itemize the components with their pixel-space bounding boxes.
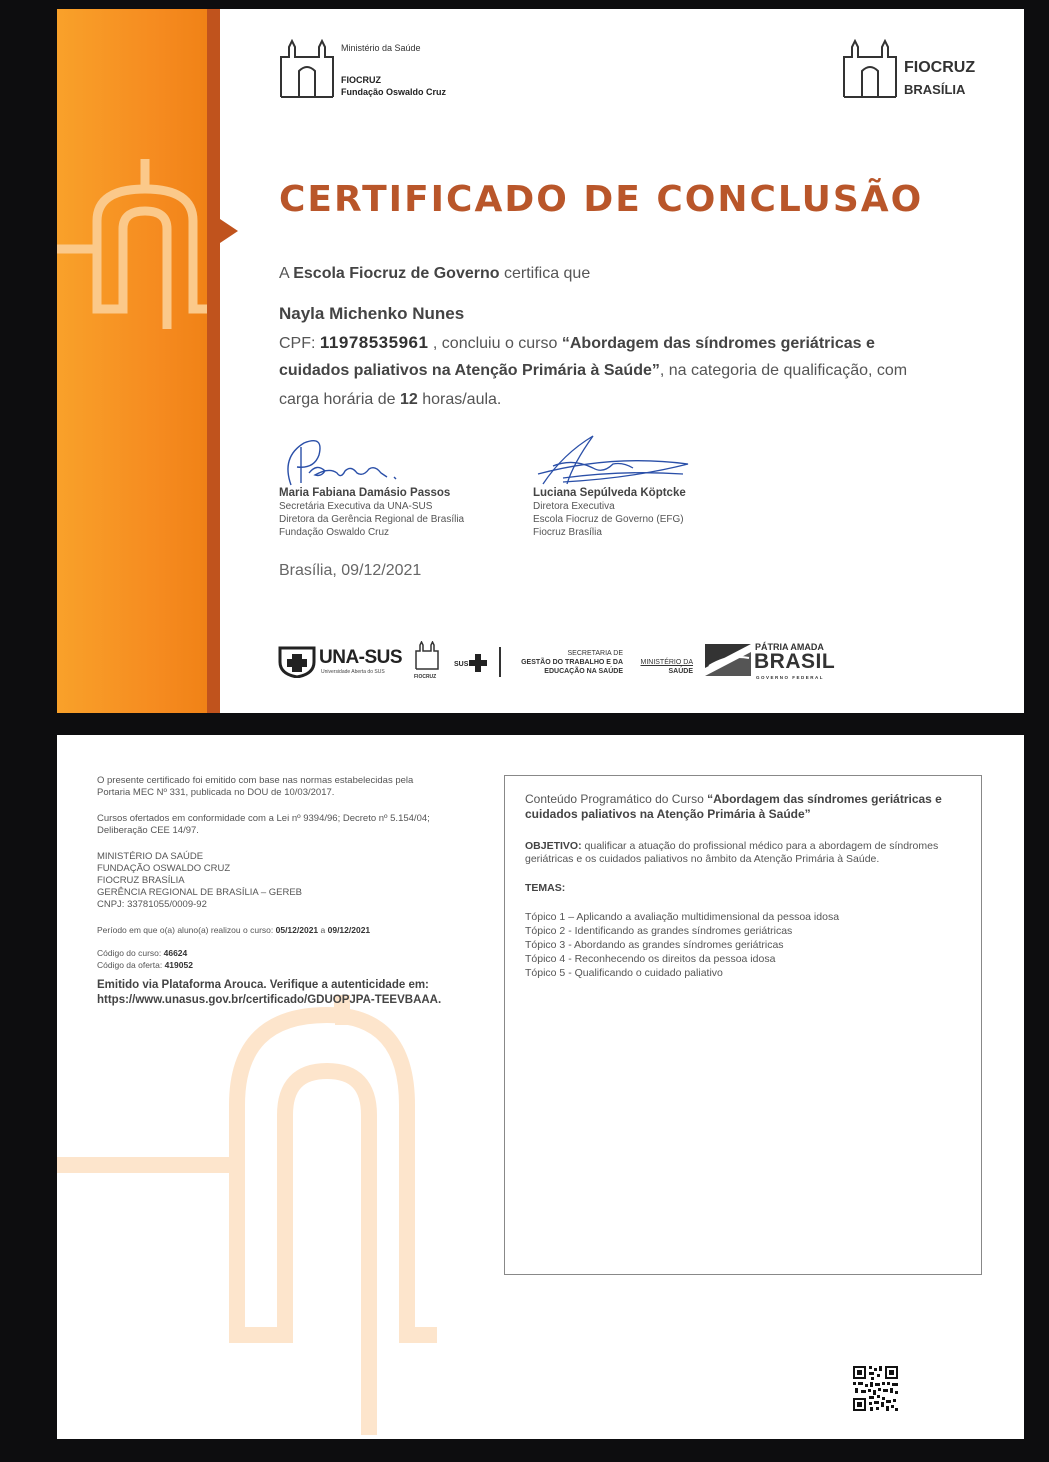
verification-link[interactable]: https://www.unasus.gov.br/certificado/GDUOPJPA-TEEVBAAA. [97, 994, 442, 1006]
hours-value: 12 [399, 391, 418, 408]
building-outline-icon [57, 149, 207, 349]
signer-role-1: Diretora Executiva [533, 501, 615, 512]
brasilia-label: BRASÍLIA [904, 82, 966, 97]
fiocruz-ministerio-logo [279, 39, 447, 104]
signature-block-koptcke [533, 487, 686, 539]
signer-role-2: Diretora da Gerência Regional de Brasília [279, 514, 465, 525]
program-heading [525, 792, 942, 822]
period-start: 05/12/2021 [275, 925, 319, 935]
inst-line4: GERÊNCIA REGIONAL DE BRASÍLIA – GEREB [97, 887, 303, 898]
fiocruz-castle-icon [842, 39, 898, 99]
inst-line1: MINISTÉRIO DA SAÚDE [97, 851, 204, 862]
concluded-text: , concluiu o curso [428, 335, 562, 352]
offer-code-line [97, 959, 193, 971]
cpf-label: CPF: [279, 335, 320, 352]
category-text: , na categoria de qualificação, com [659, 362, 908, 379]
period-line [97, 924, 370, 936]
course-name-part1: “Abordagem das síndromes geriátricas e [561, 335, 875, 352]
objective-line1: qualificar a atuação do profissional médico para a abordagem de síndromes [581, 840, 939, 852]
certificate-title: CERTIFICADO DE CONCLUSÃO [279, 179, 924, 220]
topic-item: Tópico 3 - Abordando as grandes síndromes geriátricas [525, 939, 784, 951]
fiocruz-label: FIOCRUZ [341, 75, 381, 85]
arouca-verification [97, 978, 441, 1008]
objective-line2: geriátricas e os cuidados paliativos no âmbito da Atenção Primária à Saúde. [525, 853, 880, 865]
signer-name: Maria Fabiana Damásio Passos [279, 487, 451, 499]
topic-item: Tópico 4 - Reconhecendo os direitos da pessoa idosa [525, 953, 776, 965]
fiocruz-brasilia-logo [842, 39, 976, 104]
inst-line2: FUNDAÇÃO OSWALDO CRUZ [97, 863, 231, 874]
fiocruz-label: FIOCRUZ [904, 59, 976, 76]
signer-role-2: Escola Fiocruz de Governo (EFG) [533, 514, 684, 525]
unasus-shield-icon [277, 644, 317, 678]
footer-divider [499, 647, 501, 677]
period-end: 09/12/2021 [327, 925, 371, 935]
program-course-part1: “Abordagem das síndromes geriátricas e [707, 792, 942, 806]
arouca-line1: Emitido via Plataforma Arouca. Verifique a autenticidade em: [97, 979, 429, 991]
objective-label: OBJETIVO: [525, 840, 582, 852]
min-line1: MINISTÉRIO DA [640, 659, 693, 666]
offer-code-label: Código da oferta: [97, 960, 165, 970]
ministerio-label: Ministério da Saúde [341, 43, 421, 53]
intro-prefix: A [279, 265, 294, 282]
fundacao-label: Fundação Oswaldo Cruz [341, 87, 447, 97]
patria-amada-label: PÁTRIA AMADA [755, 642, 824, 652]
hours-suffix: horas/aula. [417, 391, 502, 408]
unasus-label: UNA-SUS [319, 647, 403, 668]
topic-item: Tópico 2 - Identificando as grandes síndromes geriátricas [525, 925, 793, 937]
course-line [279, 362, 907, 380]
sec-line3: EDUCAÇÃO NA SAÚDE [544, 668, 623, 675]
footer-logos [277, 639, 837, 684]
course-code-line [97, 947, 193, 959]
certificate-back [57, 735, 1024, 1439]
orange-band-edge [207, 9, 220, 713]
topic-item: Tópico 1 – Aplicando a avaliação multidimensional da pessoa idosa [525, 911, 840, 923]
codes-block [97, 947, 193, 971]
hours-line [279, 391, 501, 409]
fiocruz-castle-icon [414, 641, 440, 671]
topics-list [525, 910, 839, 980]
institution-block [97, 851, 302, 911]
sec-line1: SECRETARIA DE [567, 650, 623, 657]
fiocruz-small-label: FIOCRUZ [414, 674, 437, 680]
signature-koptcke-icon [533, 434, 693, 492]
courses-line1: Cursos ofertados em conformidade com a Lei nº 9394/96; Decreto nº 5.154/04; [97, 813, 430, 824]
signer-role-1: Secretária Executiva da UNA-SUS [279, 501, 433, 512]
period-separator: a [318, 925, 328, 935]
signer-role-3: Fiocruz Brasília [533, 527, 602, 538]
min-line2: SAÚDE [668, 668, 693, 675]
building-watermark-icon [57, 995, 457, 1435]
norms-line2: Portaria MEC Nº 331, publicada no DOU de 10/03/2017. [97, 787, 335, 798]
hours-prefix: carga horária de [279, 391, 400, 408]
themes-label [525, 882, 565, 895]
fiocruz-castle-icon [279, 39, 335, 99]
program-heading-prefix: Conteúdo Programático do Curso [525, 792, 708, 806]
courses-text [97, 813, 430, 837]
sus-label: SUS [454, 661, 469, 668]
issue-date: Brasília, 09/12/2021 [279, 562, 422, 579]
program-content-box [504, 775, 982, 1275]
cpf-line [279, 333, 875, 353]
brasil-label: BRASIL [754, 650, 836, 673]
signer-name: Luciana Sepúlveda Köptcke [533, 487, 686, 499]
orange-band [57, 9, 207, 713]
inst-line5: CNPJ: 33781055/0009-92 [97, 899, 207, 910]
brasil-flag-icon [705, 644, 751, 678]
ministerio-logo [633, 658, 693, 676]
inst-line3: FIOCRUZ BRASÍLIA [97, 875, 185, 886]
topic-item: Tópico 5 - Qualificando o cuidado paliativo [525, 967, 723, 979]
band-notch [220, 219, 238, 243]
norms-line1: O presente certificado foi emitido com base nas normas estabelecidas pela [97, 775, 414, 786]
school-name: Escola Fiocruz de Governo [293, 265, 500, 282]
signature-passos-icon [279, 437, 409, 492]
course-code-label: Código do curso: [97, 948, 164, 958]
cpf-value: 11978535961 [319, 333, 429, 352]
intro-suffix: certifica que [499, 265, 591, 282]
sec-line2: GESTÃO DO TRABALHO E DA [521, 659, 623, 666]
sus-cross-icon [469, 654, 487, 672]
offer-code: 419052 [164, 960, 193, 970]
courses-line2: Deliberação CEE 14/97. [97, 825, 199, 836]
student-name: Nayla Michenko Nunes [279, 304, 465, 323]
secretaria-logo [509, 649, 623, 676]
intro-line [279, 265, 590, 283]
governo-federal-label: GOVERNO FEDERAL [756, 675, 825, 680]
program-objective [525, 840, 938, 866]
signer-role-3: Fundação Oswaldo Cruz [279, 527, 390, 538]
course-name-part2: cuidados paliativos na Atenção Primária à Saúde” [279, 362, 660, 379]
program-course-part2: cuidados paliativos na Atenção Primária à Saúde” [525, 807, 811, 821]
period-label: Período em que o(a) aluno(a) realizou o curso: [97, 925, 276, 935]
certificate-front [57, 9, 1024, 713]
signature-block-passos [279, 487, 464, 539]
themes-label-text: TEMAS: [525, 882, 566, 894]
course-code: 46624 [163, 948, 188, 958]
qr-code-icon[interactable] [853, 1366, 898, 1411]
unasus-sub-label: Universidade Aberta do SUS [321, 669, 385, 675]
norms-text [97, 775, 413, 799]
